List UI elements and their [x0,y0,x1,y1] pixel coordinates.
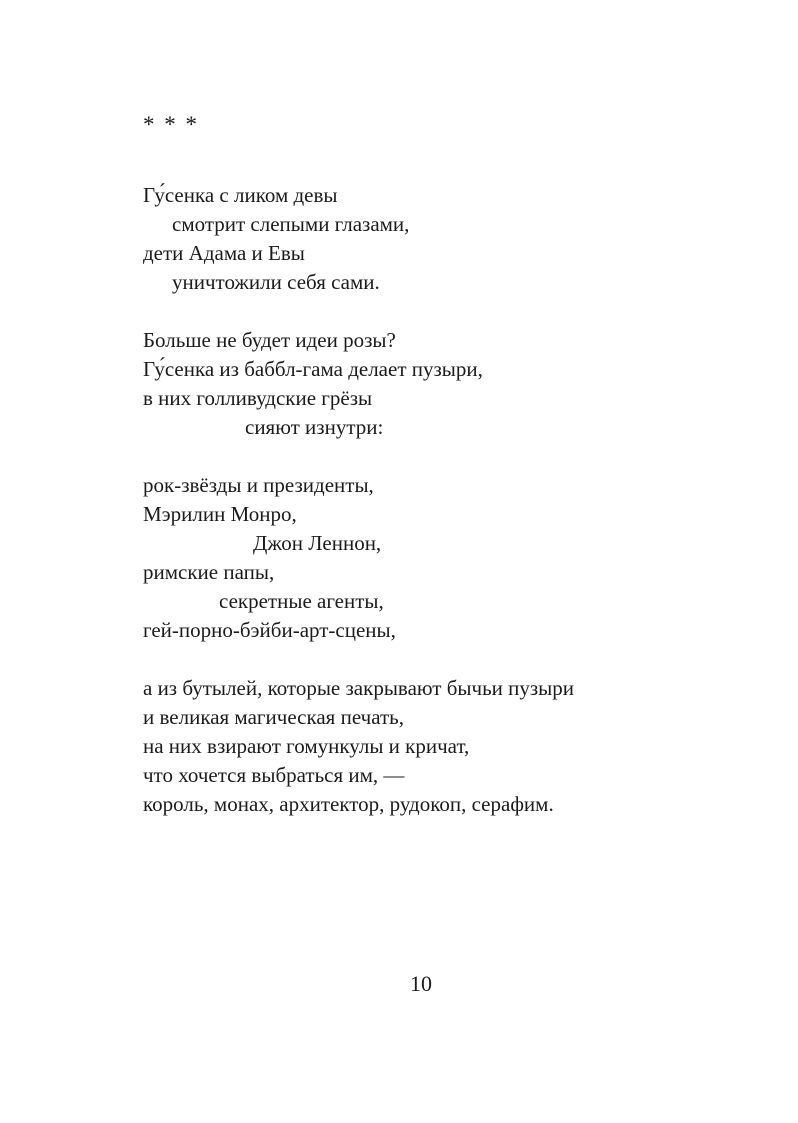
poem-line: рок-звёзды и президенты, [143,473,374,497]
poem-line: на них взирают гомункулы и кричат, [143,734,470,758]
page-number: 10 [410,971,432,996]
poem-line: дети Адама и Евы [143,241,305,265]
poem-line: Гу́сенка с ликом девы [143,183,338,207]
poem-line: смотрит слепыми глазами, [172,212,410,236]
section-marker: * * * [143,112,199,137]
poem-line: гей-порно-бэйби-арт-сцены, [143,618,396,642]
stanza [143,471,738,645]
poem-line: и великая магическая печать, [143,705,404,729]
poem-line: уничтожили себя сами. [172,270,380,294]
poem-line: Джон Леннон, [253,531,382,555]
poem-line: сияют изнутри: [245,415,384,439]
stanza [143,674,738,819]
poem-line: Больше не будет идеи розы? [143,328,396,352]
poem-line: римские папы, [143,560,275,584]
poem-content [143,110,738,848]
poem-line: Мэрилин Монро, [143,502,297,526]
poem-line: Гу́сенка из баббл-гама делает пузыри, [143,357,483,381]
poem-line: а из бутылей, которые закрывают бычьи пузыри [143,676,575,700]
poem-line: секретные агенты, [219,589,384,613]
poem [143,181,738,819]
poem-line: что хочется выбраться им, — [143,763,405,787]
stanza [143,326,738,442]
stanza [143,181,738,297]
poem-line: в них голливудские грёзы [143,386,373,410]
poem-line: король, монах, архитектор, рудокоп, серафим. [143,792,554,816]
